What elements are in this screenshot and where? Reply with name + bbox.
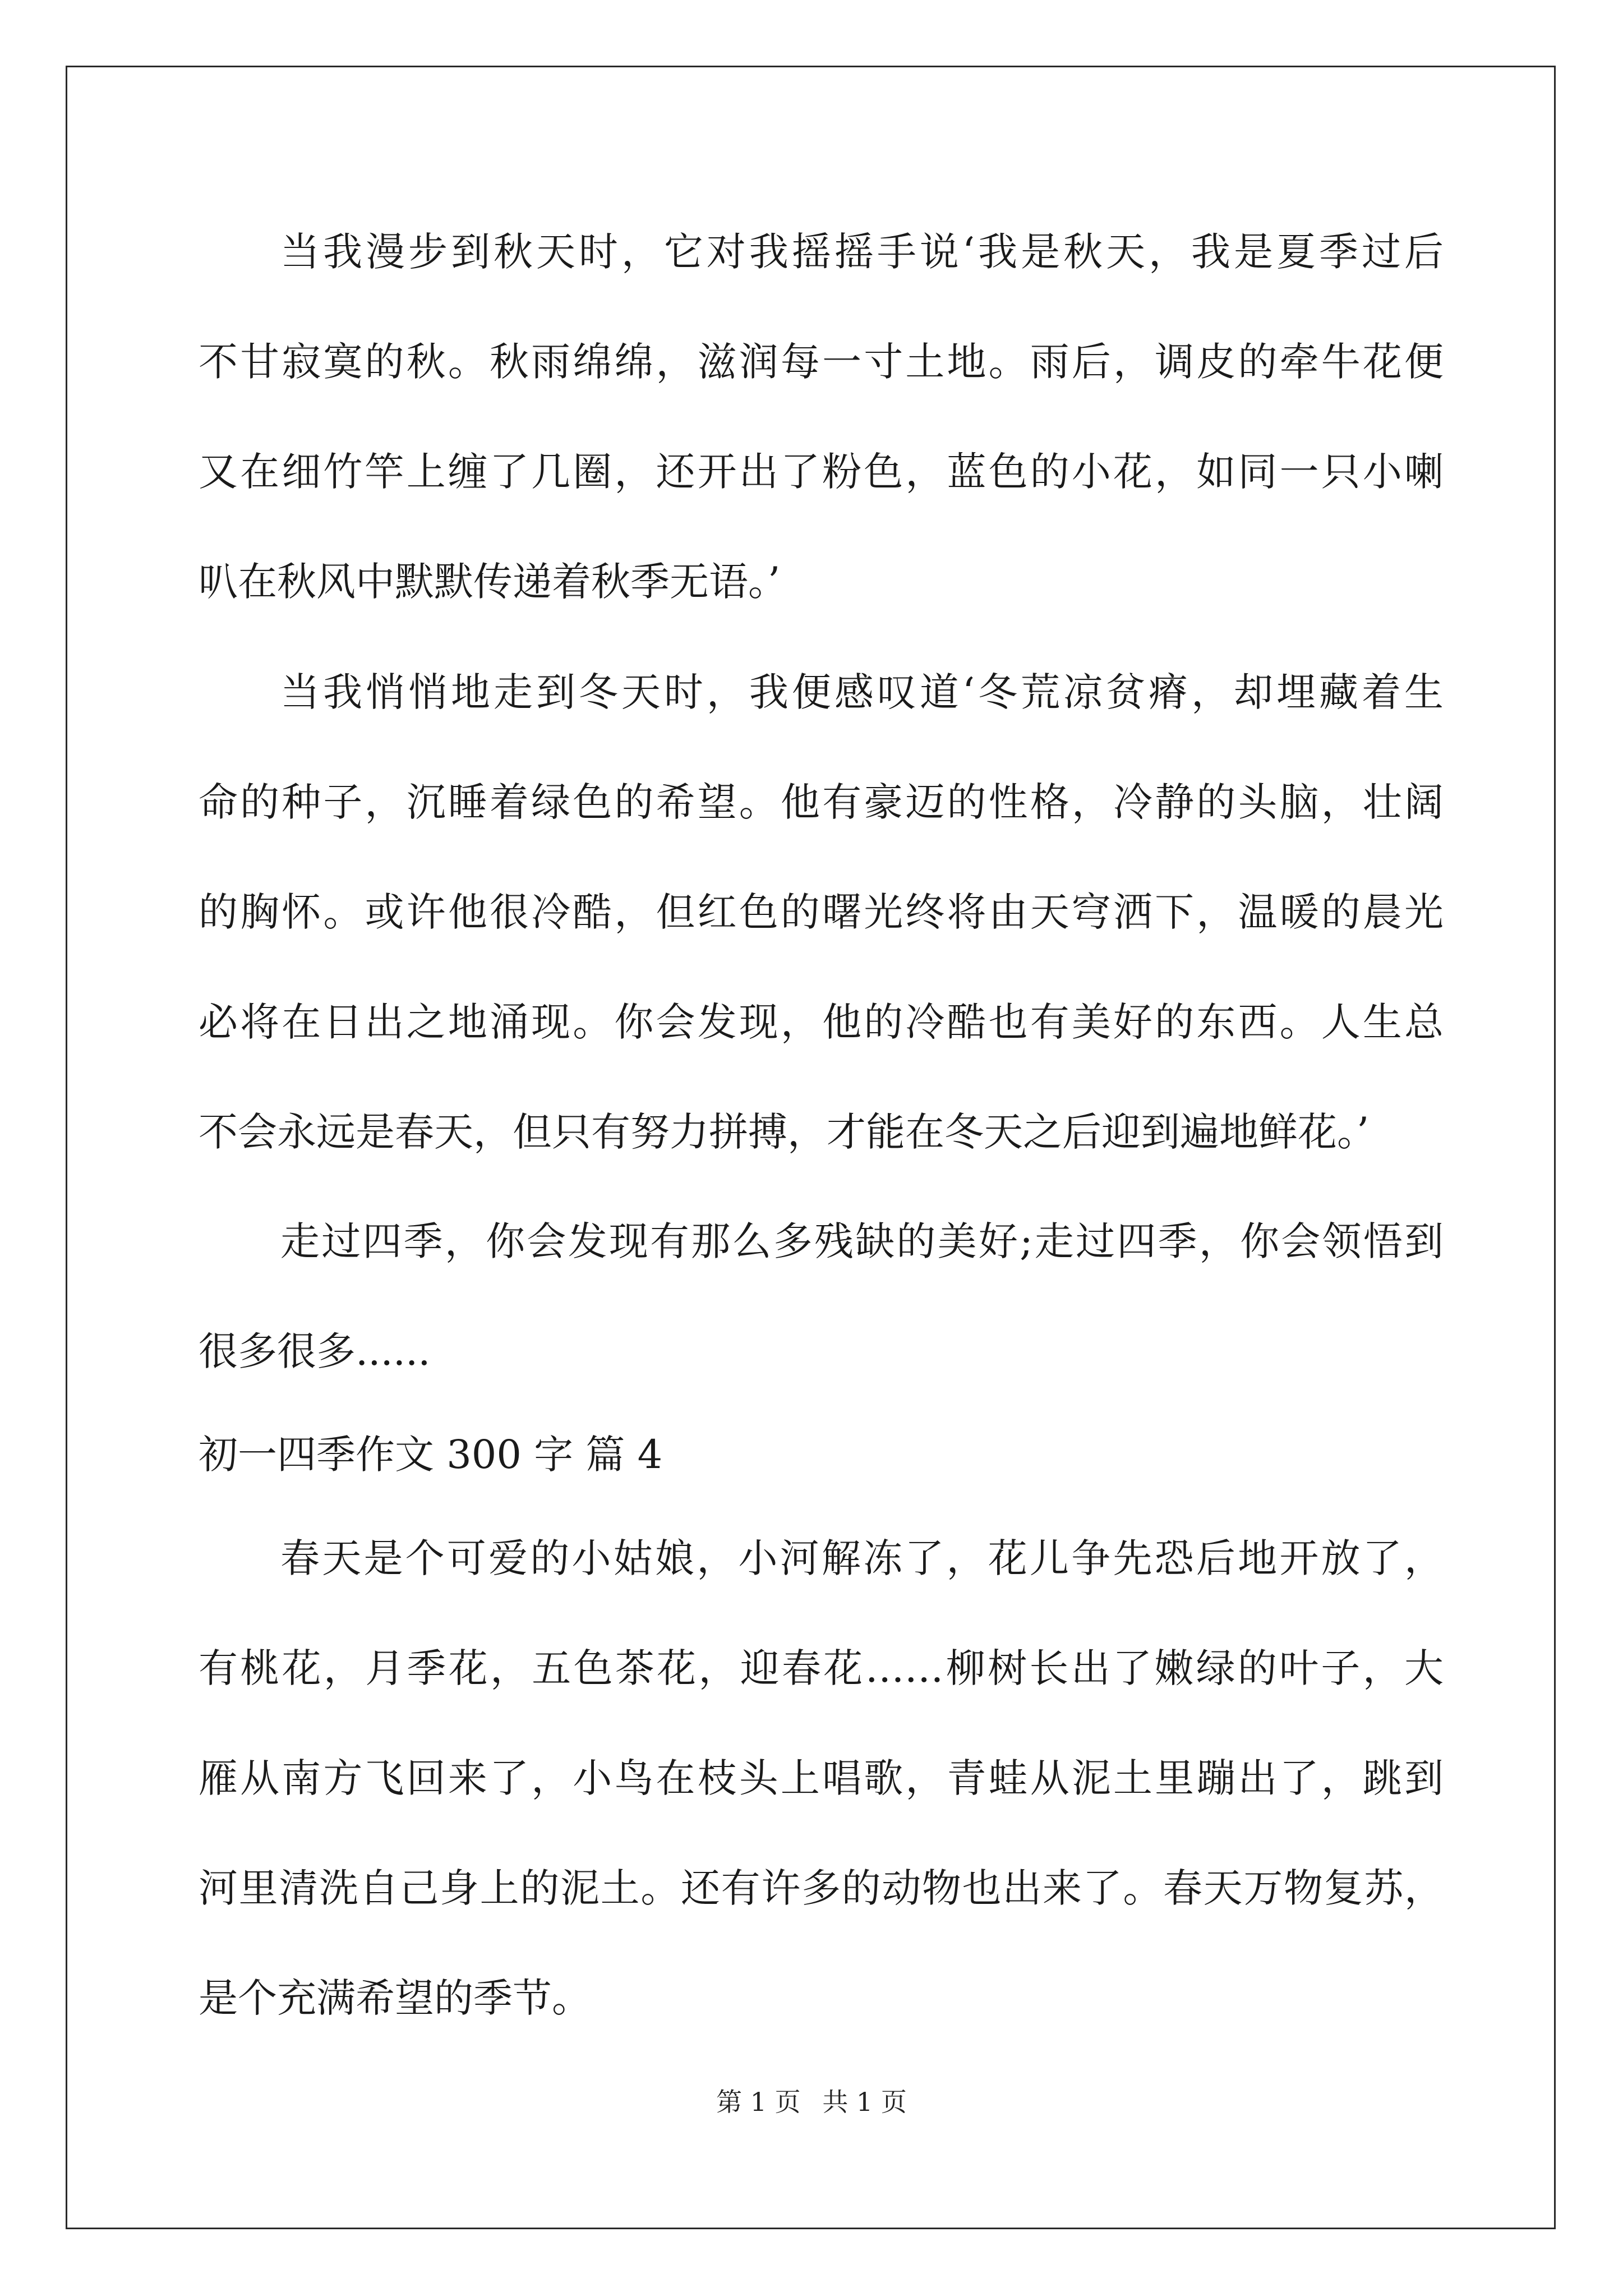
text-line: 当我漫步到秋天时，它对我摇摇手说‘我是秋天，我是夏季过后 bbox=[280, 229, 1444, 275]
page-total: 共 1 页 bbox=[822, 2087, 907, 2117]
page-footer bbox=[0, 2085, 1623, 2119]
text-line: 雁从南方飞回来了，小鸟在枝头上唱歌，青蛙从泥土里蹦出了，跳到 bbox=[199, 1755, 1444, 1801]
text-line: 命的种子，沉睡着绿色的希望。他有豪迈的性格，冷静的头脑，壮阔 bbox=[199, 779, 1444, 825]
text-line: 走过四季，你会发现有那么多残缺的美好;走过四季，你会领悟到 bbox=[280, 1218, 1444, 1264]
text-line: 河里清洗自己身上的泥土。还有许多的动物也出来了。春天万物复苏， bbox=[199, 1865, 1444, 1911]
text-line: 的胸怀。或许他很冷酷，但红色的曙光终将由天穹洒下，温暖的晨光 bbox=[199, 889, 1444, 935]
text-line: 必将在日出之地涌现。你会发现，他的冷酷也有美好的东西。人生总 bbox=[199, 999, 1444, 1045]
text-line: 不甘寂寞的秋。秋雨绵绵，滋润每一寸土地。雨后，调皮的牵牛花便 bbox=[199, 339, 1444, 385]
text-line: 很多很多...... bbox=[199, 1328, 431, 1374]
page-number: 第 1 页 bbox=[716, 2087, 801, 2117]
text-line: 叭在秋风中默默传递着秋季无语。’ bbox=[199, 559, 781, 605]
text-line: 不会永远是春天，但只有努力拼搏，才能在冬天之后迎到遍地鲜花。’ bbox=[199, 1109, 1370, 1155]
section-heading: 初一四季作文 300 字 篇 4 bbox=[199, 1432, 663, 1478]
text-line: 有桃花，月季花，五色茶花，迎春花……柳树长出了嫩绿的叶子，大 bbox=[199, 1645, 1444, 1691]
text-line: 是个充满希望的季节。 bbox=[199, 1975, 591, 2021]
text-line: 当我悄悄地走到冬天时，我便感叹道‘冬荒凉贫瘠，却埋藏着生 bbox=[280, 669, 1444, 715]
text-line: 春天是个可爱的小姑娘，小河解冻了，花儿争先恐后地开放了， bbox=[280, 1535, 1444, 1581]
text-line: 又在细竹竿上缠了几圈，还开出了粉色，蓝色的小花，如同一只小喇 bbox=[199, 449, 1444, 495]
